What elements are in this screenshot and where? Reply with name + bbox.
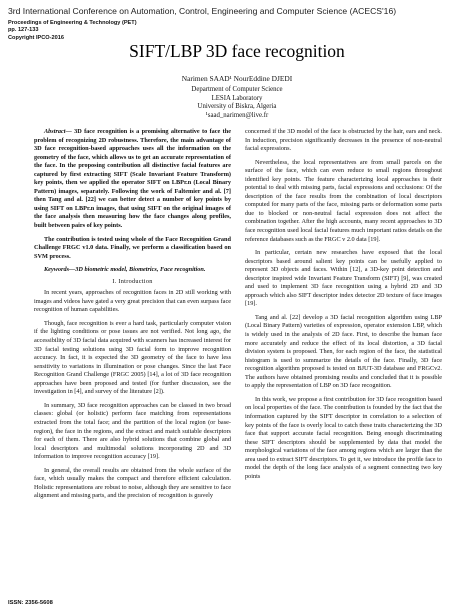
body-paragraph-2: Nevertheless, the local representatives are from small parcels on the surface of the face, which can even reduce to small regions throughout identified key points. The feature characterizing local approaches is their potential to deal with missing parts, facial expressions and occlusions: Of the description of the face results from the combination of local descriptors computed for many parts of the face, missing parts or deformation some parts due to blocked or non-neutral facial expression does not affect the combination together. After the high accounts, many recent approaches to 3D face recognition used local facial features much important ratios details on the reference databases such as the FRGC v 2.0 data [19]. <box>245 158 442 243</box>
affiliation-line: Department of Computer Science <box>191 85 283 93</box>
body-paragraph-1: concerned if the 3D model of the face is obstructed by the hair, ears and neck. In induction, precision significantly decreases in the presence of non-neutral facial expressions. <box>245 128 442 153</box>
keywords <box>34 266 231 275</box>
right-column <box>245 128 442 481</box>
left-column <box>34 128 231 501</box>
intro-paragraph-2: Though, face recognition is ever a hard task, particularly computer vision if the lighting conditions or pose issues are not verified. Not long ago, the accessibility of 3D facial data acquired with scanners has increased interest for 3D facial testing solutions using 3D facial form to improve recognition accuracy. In fact, it is expected the 3D geometry of the face to have less sensitivity to variations in illumination or pose changes. Since the last Face Recognition Grand Challenge (FRGC 2005) [14], a lot of 3D face recognition approaches have been proposed and tested (for further discussion, see the investigation in [4], and survey of the literature [2]). <box>34 319 231 396</box>
proceedings-info <box>8 20 137 42</box>
keywords-text: 3D biometric model, Biometrics, Face recognition. <box>75 266 206 274</box>
copyright: Copyright IPCO-2016 <box>8 34 64 41</box>
authors: Narimen SAAD¹ NourEddine DJEDI <box>181 74 293 83</box>
keywords-label: Keywords— <box>44 266 76 274</box>
body-paragraph-5: In this work, we propose a first contribution for 3D face recognition based on local properties of the face. The contribution is founded by the fact that the information captured by the SIFT descriptor in correlation to a selection of key points of the face is overly local to catch these traits characterizing the 3D face that support accurate facial recognition. Being enough discriminating these SIFT descriptors should be supplemented by data that model the morphological variations of the face among regions which are larger than the area used to extract SIFT descriptors. To get it, we introduce the profile face to model the depth of the long face analysis of a segment connecting two key points <box>245 395 442 480</box>
abstract-paragraph-2: The contribution is tested using whole of the Face Recognition Grand Challenge FRGC v1.0 data. Finally, we perform a classification based on SVM process. <box>34 235 231 260</box>
abstract-label: Abstract— <box>44 128 72 135</box>
page-range: pp. 127-133 <box>8 27 39 34</box>
author-block <box>0 75 474 121</box>
issn-footer: ISSN: 2356-5608 <box>8 600 53 606</box>
intro-paragraph-3: In summary, 3D face recognition approaches can be classed in two broad classes: global (or holistic) perform face matching from representations extracted from the total face; and the partition of the local region (or base-region), the face in the regions, and the extract and match suitable descriptors for each of them. There are also hybrid solutions that combine global and local descriptors and multimodal solutions incorporating 2D and 3D information to improve recognition accuracy [19]. <box>34 401 231 461</box>
abstract-text: 3D face recognition is a promising alternative to face the problem of recognizing 2D robustness. Therefore, the main advantage of 3D face recognition-based approaches uses all the information on the geometry of the face, which allows us to get an accurate representation of the face. In the proposing contribution all distinctive facial features are captured by first extracting SIFT (Scale Invariant Feature Transform) key points, then we applied the operator SIFT on LBPr.n (Local Binary Pattern) images, separately. Following the work of Faltemier and al. [7] then Tang and al. [22] we can better detect a number of key points by using SIFT on LBPr.n images, that using SIFT on the original images of the face analysis then measuring how the face changes along profiles, built between pairs of key points. <box>34 128 232 230</box>
paper-title: SIFT/LBP 3D face recognition <box>129 41 345 61</box>
intro-paragraph-4: In general, the overall results are obtained from the whole surface of the face, which usually makes the compact and therefore efficient calculation. Holistic representations are robust to noise, although they are sensitive to face alignment and missing parts, and the precision of recognition is gravely <box>34 466 231 500</box>
abstract <box>34 128 231 231</box>
body-paragraph-3: In particular, certain new researches have exposed that the local descriptors based around salient key points can be usefully applied to represent 3D objects and faces. Within [12], a 3D-key point detection and descriptor inspired wide Invariant Feature Transform (SIFT) [9], was created and used to implement 3D face recognition using a hybrid 2D and 3D approach which also SIFT descriptor index detector 2D texture of face images [19]. <box>245 249 442 308</box>
body-paragraph-4: Tang and al. [22] develop a 3D facial recognition algorithm using LBP (Local Binary Pattern) varieties of expression, operator extension LBP, which is widely used in the analysis of 2D face. First, to describe the human face more accurately and reduce the effect of its local distortion, a 3D facial division system is proposed. Then, for each region of the face, the statistical histogram is used to summarize the details of the face. Finally, 3D face recognition algorithm proposed is tested on BJUT-3D database and FRGCv2. The authors have obtained promising results and concluded that it is possible to apply the representation of LBP on 3D face recognition. <box>245 313 442 390</box>
author-email: ¹saad_narimen@live.fr <box>205 112 269 120</box>
section-heading: I. Introduction <box>112 277 153 285</box>
affiliation-line: University of Biskra, Algeria <box>197 103 277 111</box>
intro-paragraph-1: In recent years, approaches of recognition faces in 2D still working with images and videos have gated a very great precision that can even surpass face recognition of human capabilities. <box>34 289 231 314</box>
conference-header: 3rd International Conference on Automation, Control, Engineering and Computer Science (ACECS'16) <box>8 6 397 16</box>
proceedings-name: Proceedings of Engineering & Technology (PET) <box>8 20 137 26</box>
affiliation-line: LESIA Laboratory <box>211 94 263 102</box>
